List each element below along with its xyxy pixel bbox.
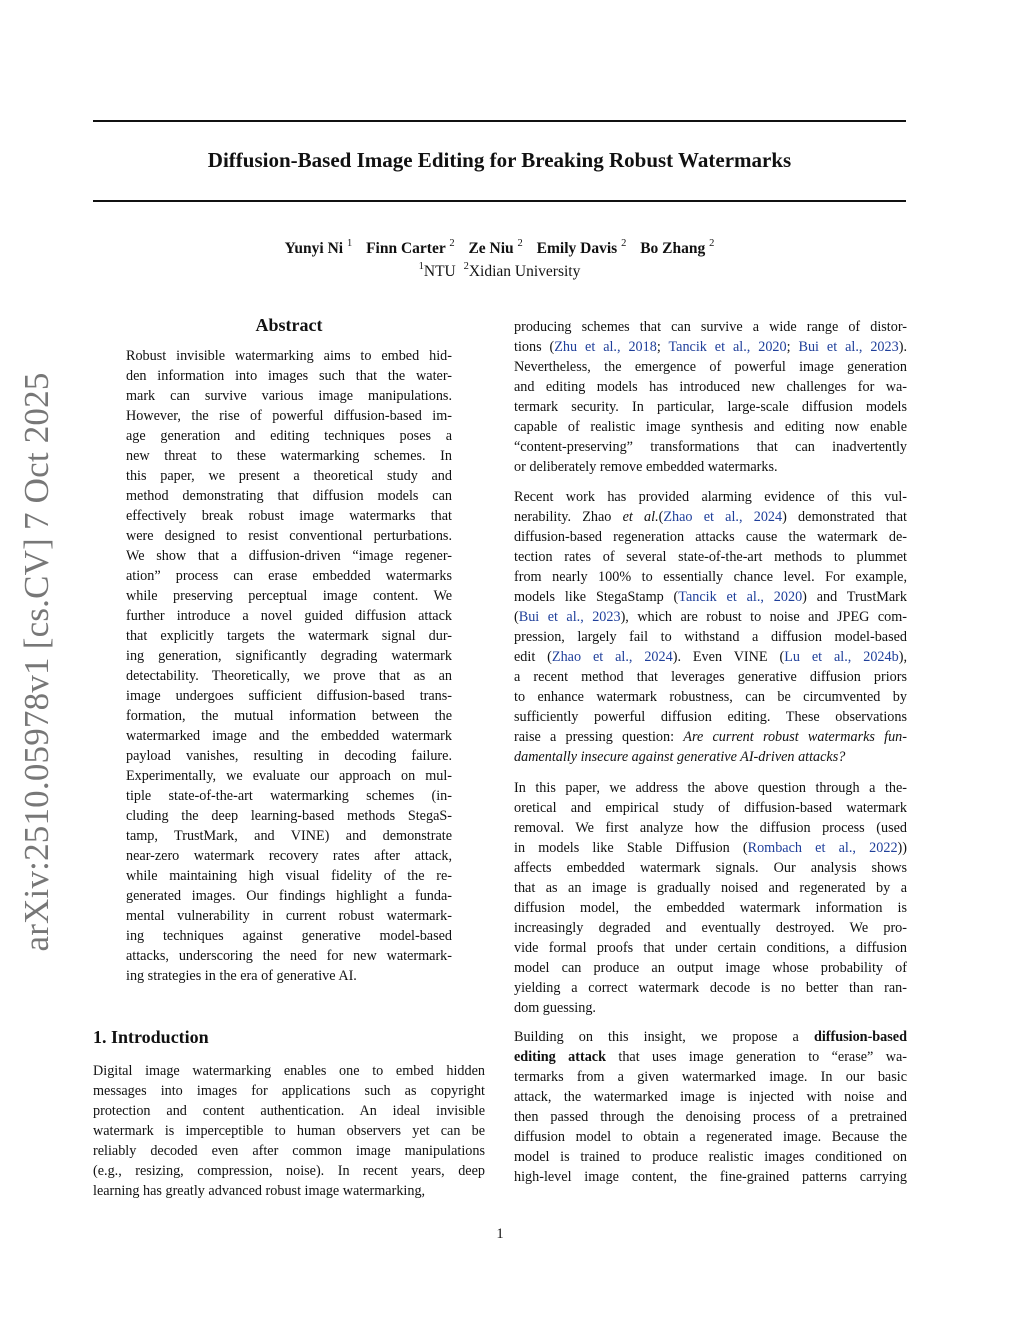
text-line: “content-preserving” transformations that can inadvertently	[514, 439, 907, 455]
text-line: vide formal proofs that under certain conditions, a diffusion	[514, 940, 907, 956]
text-line: payload vanishes, resulting in decoding failure.	[126, 748, 452, 764]
citation-link[interactable]: Tancik et al., 2020	[678, 589, 803, 605]
text-line: increasingly degraded and eventually destroyed. We pro-	[514, 920, 907, 936]
text-line: oretical and empirical study of diffusion-based watermark	[514, 800, 907, 816]
text-line: formation, the mutual information between the	[126, 708, 452, 724]
text-line: edit (Zhao et al., 2024). Even VINE (Lu et al., 2024b),	[514, 649, 907, 665]
text-line: from nearly 100% to essentially chance level. For example,	[514, 569, 907, 585]
text-line: mark can survive various image manipulations.	[126, 388, 452, 404]
col2-paragraph-1	[514, 317, 907, 477]
text-line: model can produce an output image whose probability of	[514, 960, 907, 976]
text-line: watermarked image and the embedded watermark	[126, 728, 452, 744]
text-line: reliably decoded even after common image manipulations	[93, 1143, 485, 1159]
arxiv-sidebar-stamp: arXiv:2510.05978v1[cs.CV]7 Oct 2025	[17, 372, 56, 952]
text-line: and editing models has introduced new challenges for wa-	[514, 379, 907, 395]
text-line: However, the rise of powerful diffusion-based im-	[126, 408, 452, 424]
text-line: tiple state-of-the-art watermarking schemes (in-	[126, 788, 452, 804]
text-line: effectively break robust image watermarks that	[126, 508, 452, 524]
affiliation: $^2$Xidian University	[463, 261, 581, 281]
citation-link[interactable]: Zhu et al., 2018	[554, 339, 657, 355]
text-line: editing attack that uses image generation to “erase” wa-	[514, 1049, 907, 1065]
text-line: diffusion model, the embedded watermark information is	[514, 900, 907, 916]
text-line: termark security. In particular, large-scale diffusion models	[514, 399, 907, 415]
title-rule-top	[93, 120, 906, 122]
text-line: new threat to these watermarking schemes. In	[126, 448, 452, 464]
text-line: nerability. Zhao et al.(Zhao et al., 2024) demonstrated that	[514, 509, 907, 525]
author: Yunyi Ni $^1$	[284, 238, 353, 258]
text-line: Digital image watermarking enables one to embed hidden	[93, 1063, 485, 1079]
text-line: while maintaining high visual fidelity of the re-	[126, 868, 452, 884]
text-line: learning has greatly advanced robust image watermarking,	[93, 1183, 426, 1199]
text-line: models like StegaStamp (Tancik et al., 2020) and TrustMark	[514, 589, 907, 605]
text-line: yielding a correct watermark decode is no better than ran-	[514, 980, 907, 996]
author: Finn Carter $^2$	[366, 238, 455, 258]
author: Bo Zhang $^2$	[640, 238, 715, 258]
citation-link[interactable]: Tancik et al., 2020	[668, 339, 787, 355]
text-line: detectability. Theoretically, we prove that as an	[126, 668, 452, 684]
text-line: tection rates of several state-of-the-art methods to plummet	[514, 549, 907, 565]
text-line: ing generation, significantly degrading watermark	[126, 648, 452, 664]
text-line: sufficiently powerful diffusion editing. These observations	[514, 709, 907, 725]
text-line: attacks, underscoring the need for new watermark-	[126, 948, 452, 964]
author-list	[93, 235, 906, 259]
citation-link[interactable]: Bui et al., 2023	[798, 339, 899, 355]
text-line: diffusion model to obtain a regenerated image. Because the	[514, 1129, 907, 1145]
text-line: diffusion-based regeneration attacks cause the watermark de-	[514, 529, 907, 545]
text-line: were designed to resist conventional perturbations.	[126, 528, 452, 544]
text-line: Recent work has provided alarming evidence of this vul-	[514, 489, 907, 505]
text-line: Nevertheless, the emergence of powerful image generation	[514, 359, 907, 375]
text-line: then passed through the denoising process of a pretrained	[514, 1109, 907, 1125]
text-line: that as an image is gradually noised and regenerated by a	[514, 880, 907, 896]
intro-paragraph	[93, 1061, 485, 1201]
text-line: den information into images such that the water-	[126, 368, 452, 384]
text-line: tions (Zhu et al., 2018; Tancik et al., 2020; Bui et al., 2023).	[514, 339, 907, 355]
citation-link[interactable]: Rombach et al., 2022	[747, 840, 898, 856]
citation-link[interactable]: Lu et al., 2024b	[784, 649, 899, 665]
citation-link[interactable]: Zhao et al., 2024	[663, 509, 783, 525]
text-line: protection and content authentication. An ideal invisible	[93, 1103, 485, 1119]
text-line: age generation and editing techniques poses a	[126, 428, 452, 444]
title-rule-bottom	[93, 200, 906, 202]
section-heading-introduction: 1. Introduction	[93, 1027, 209, 1047]
text-line: that explicitly targets the watermark signal dur-	[126, 628, 452, 644]
abstract-heading: Abstract	[255, 315, 323, 335]
text-line: generated images. Our findings highlight a funda-	[126, 888, 452, 904]
citation-link[interactable]: Bui et al., 2023	[518, 609, 621, 625]
text-line: Building on this insight, we propose a diffusion-based	[514, 1029, 907, 1045]
text-line: messages into images for applications such as copyright	[93, 1083, 485, 1099]
affiliation: $^1$NTU	[418, 261, 456, 281]
paper-title: Diffusion-Based Image Editing for Breaking Robust Watermarks	[207, 148, 792, 172]
text-line: high-level image content, the fine-grained patterns carrying	[514, 1169, 907, 1185]
text-line: image undergoes sufficient diffusion-based trans-	[126, 688, 452, 704]
text-line: or deliberately remove embedded watermarks.	[514, 459, 778, 475]
col2-paragraph-2	[514, 487, 907, 767]
text-line: (e.g., resizing, compression, noise). In recent years, deep	[93, 1163, 485, 1179]
text-line: dom guessing.	[514, 1000, 596, 1016]
text-line: Experimentally, we evaluate our approach on mul-	[126, 768, 452, 784]
author: Ze Niu $^2$	[468, 238, 523, 258]
col2-paragraph-4	[514, 1027, 907, 1187]
text-line: We show that a diffusion-driven “image regener-	[126, 548, 452, 564]
text-line: ing strategies in the era of generative AI.	[126, 968, 357, 984]
abstract-body	[126, 346, 452, 986]
text-line: damentally insecure against generative AI-driven attacks?	[514, 749, 846, 765]
text-line: this paper, we present a theoretical study and	[126, 468, 452, 484]
author: Emily Davis $^2$	[536, 238, 627, 258]
affiliation-list	[93, 258, 906, 282]
text-line: method demonstrating that diffusion models can	[126, 488, 452, 504]
text-line: Robust invisible watermarking aims to embed hid-	[126, 348, 452, 364]
text-line: affects embedded watermark signals. Our analysis shows	[514, 860, 907, 876]
col2-paragraph-3	[514, 778, 907, 1018]
text-line: ing techniques against generative model-based	[126, 928, 452, 944]
text-line: capable of realistic image synthesis and editing now enable	[514, 419, 907, 435]
text-line: pression, largely fail to withstand a diffusion model-based	[514, 629, 907, 645]
text-line: termarks from a given watermarked image. In our basic	[514, 1069, 907, 1085]
text-line: to enhance watermark robustness, can be circumvented by	[514, 689, 907, 705]
text-line: watermark is imperceptible to human observers yet can be	[93, 1123, 485, 1139]
text-line: cluding the deep learning-based methods StegaS-	[126, 808, 452, 824]
text-line: tamp, TrustMark, and VINE) and demonstrate	[126, 828, 452, 844]
text-line: ation” process can erase embedded watermarks	[126, 568, 452, 584]
text-line: near-zero watermark recovery rates after attack,	[126, 848, 452, 864]
page-number: 1	[496, 1226, 504, 1242]
text-line: further introduce a novel guided diffusion attack	[126, 608, 452, 624]
text-line: model is trained to produce realistic images conditioned on	[514, 1149, 907, 1165]
text-line: removal. We first analyze how the diffusion process (used	[514, 820, 907, 836]
text-line: mental vulnerability in current robust watermark-	[126, 908, 452, 924]
text-line: producing schemes that can survive a wide range of distor-	[514, 319, 907, 335]
text-line: while preserving perceptual image content. We	[126, 588, 452, 604]
text-line: (Bui et al., 2023), which are robust to noise and JPEG com-	[514, 609, 907, 625]
text-line: raise a pressing question: Are current robust watermarks fun-	[514, 729, 907, 745]
text-line: In this paper, we address the above question through a the-	[514, 780, 907, 796]
text-line: attack, the watermarked image is injected with noise and	[514, 1089, 907, 1105]
text-line: in models like Stable Diffusion (Rombach et al., 2022))	[514, 840, 907, 856]
citation-link[interactable]: Zhao et al., 2024	[551, 649, 673, 665]
text-line: a recent method that leverages generative diffusion priors	[514, 669, 907, 685]
